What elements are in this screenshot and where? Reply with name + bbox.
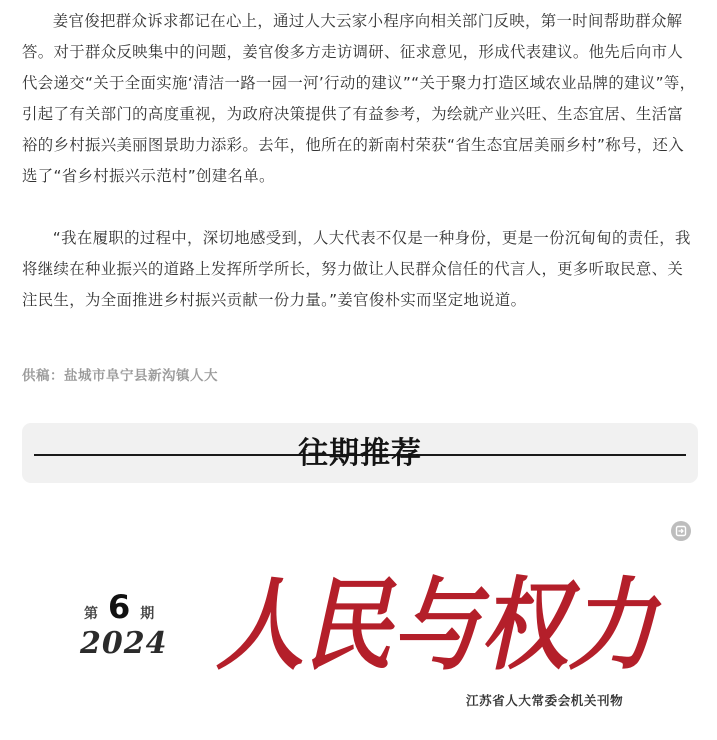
article-paragraph-2: “我在履职的过程中，深切地感受到，人大代表不仅是一种身份，更是一份沉甸甸的责任，我将继续在种业振兴的道路上发挥所学所长，努力做让人民群众信任的代言人，更多听取民意、关注民生，为全面推进乡村振兴贡献一份力量。”姜官俊朴实而坚定地说道。 (22, 229, 691, 309)
banner-title: 往期推荐 (298, 436, 422, 471)
magazine-brand-logo (210, 560, 662, 685)
past-recommendations-banner[interactable] (22, 423, 698, 483)
article-source: 供稿：盐城市阜宁县新沟镇人大 (22, 368, 218, 384)
issue-suffix: 期 (140, 606, 155, 622)
article-paragraph-1: 姜官俊把群众诉求都记在心上，通过人大云家小程序向相关部门反映，第一时间帮助群众解答。对于群众反映集中的问题，姜官俊多方走访调研、征求意见，形成代表建议。他先后向市人代会递交“关于全面实施‘清洁一路一园一河’行动的建议”“关于聚力打造区域农业品牌的建议”等，引起了有关部门的高度重视，为政府决策提供了有益参考，为绘就产业兴旺、生态宜居、生活富裕的乡村振兴美丽图景助力添彩。去年，他所在的新南村荣获“省生态宜居美丽乡村”称号，还入选了“省乡村振兴示范村”创建名单。 (22, 12, 696, 185)
issue-label (84, 588, 154, 626)
issue-year: 2024 (80, 626, 168, 661)
article-body (22, 6, 698, 316)
collapse-icon[interactable] (671, 521, 691, 541)
issue-number: 6 (108, 588, 131, 626)
magazine-tagline: 江苏省人大常委会机关刊物 (466, 693, 624, 708)
svg-text:人民与权力: 人民与权力 (216, 566, 663, 684)
issue-prefix: 第 (84, 606, 98, 622)
